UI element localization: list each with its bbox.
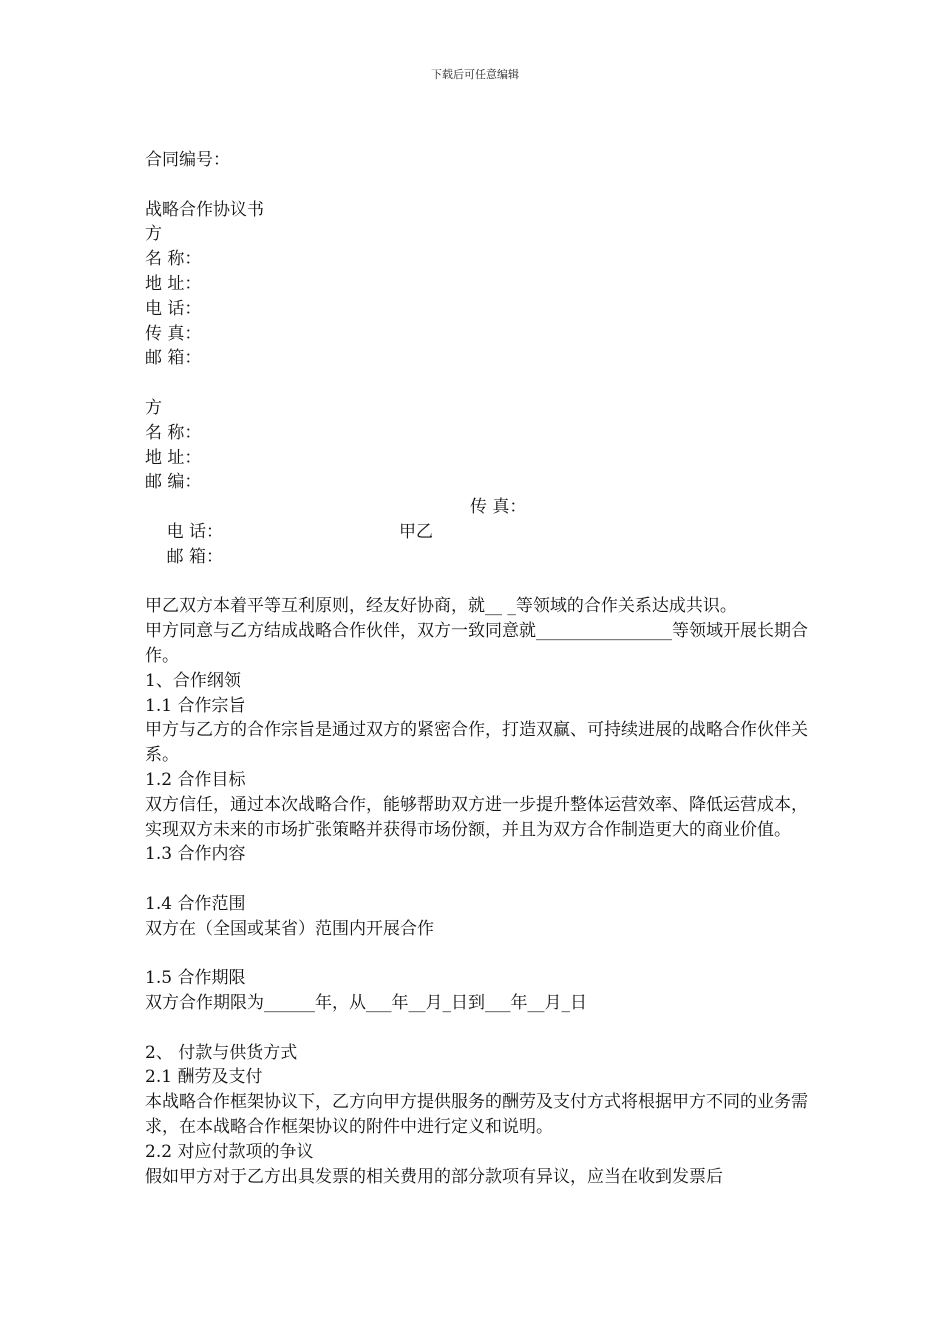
section-1-4-text: 双方在（全国或某省）范围内开展合作 — [145, 918, 434, 939]
section-2-1-heading: 2.1 酬劳及支付 — [145, 1067, 263, 1088]
section-2-heading: 2、 付款与供货方式 — [145, 1042, 298, 1063]
party-b-address-field: 地 址： — [145, 447, 202, 468]
section-1-4-heading: 1.4 合作范围 — [145, 893, 246, 914]
party-b-postcode-field: 邮 编： — [145, 472, 202, 493]
section-1-1-heading: 1.1 合作宗旨 — [145, 695, 246, 716]
party-a-name-field: 名 称： — [145, 249, 202, 270]
document-title: 战略合作协议书 — [145, 199, 264, 220]
spacer — [145, 942, 815, 967]
party-a-heading: 方 — [145, 224, 162, 245]
spacer — [145, 371, 815, 396]
spacer — [145, 545, 815, 570]
party-b-name-field: 名 称： — [145, 422, 202, 443]
party-b-heading: 方 — [145, 397, 162, 418]
section-1-2-text: 双方信任，通过本次战略合作，能够帮助双方进一步提升整体运营效率、降低运营成本，实现双方未来的市场扩张策略并获得市场份额，并且为双方合作制造更大的商业价值。 — [145, 794, 808, 840]
contract-number-label: 合同编号： — [145, 150, 230, 170]
spacer — [145, 867, 815, 892]
party-a-email-field: 邮 箱： — [145, 348, 202, 369]
section-1-5-heading: 1.5 合作期限 — [145, 968, 246, 989]
party-b-fax-field: 传 真： — [470, 497, 527, 518]
header-note: 下载后可任意编辑 — [431, 68, 519, 81]
section-1-3-heading: 1.3 合作内容 — [145, 844, 246, 865]
spacer — [145, 570, 815, 595]
section-1-2-heading: 1.2 合作目标 — [145, 769, 246, 790]
section-1-heading: 1、合作纲领 — [145, 670, 241, 691]
party-b-email-field: 邮 箱： — [166, 546, 224, 567]
party-b-email-row — [145, 520, 815, 567]
spacer — [145, 1016, 815, 1041]
section-1-1-text: 甲方与乙方的合作宗旨是通过双方的紧密合作，打造双赢、可持续进展的战略合作伙伴关系。 — [145, 720, 808, 766]
spacer — [145, 173, 815, 198]
party-b-phone-field: 电 话： — [166, 521, 224, 542]
section-2-1-text: 本战略合作框架协议下，乙方向甲方提供服务的酬劳及支付方式将根据甲方不同的业务需求，在本战略合作框架协议的附件中进行定义和说明。 — [145, 1092, 808, 1138]
document-body — [145, 148, 815, 1189]
party-a-phone-field: 电 话： — [145, 298, 202, 319]
section-2-2-text: 假如甲方对于乙方出具发票的相关费用的部分款项有异议，应当在收到发票后 — [145, 1166, 723, 1187]
intro-paragraph-2: 甲方同意与乙方结成战略合作伙伴，双方一致同意就________________等领域开展长期合作。 — [145, 621, 808, 666]
intro-paragraph-1: 甲乙双方本着平等互利原则，经友好协商，就__ _等领域的合作关系达成共识。 — [145, 596, 737, 617]
party-a-address-field: 地 址： — [145, 273, 202, 294]
section-1-5-text: 双方合作期限为______年，从___年__月_日到___年__月_日 — [145, 993, 587, 1014]
party-a-fax-field: 传 真： — [145, 323, 202, 344]
section-2-2-heading: 2.2 对应付款项的争议 — [145, 1141, 314, 1162]
jia-yi-text: 甲乙 — [399, 521, 433, 542]
